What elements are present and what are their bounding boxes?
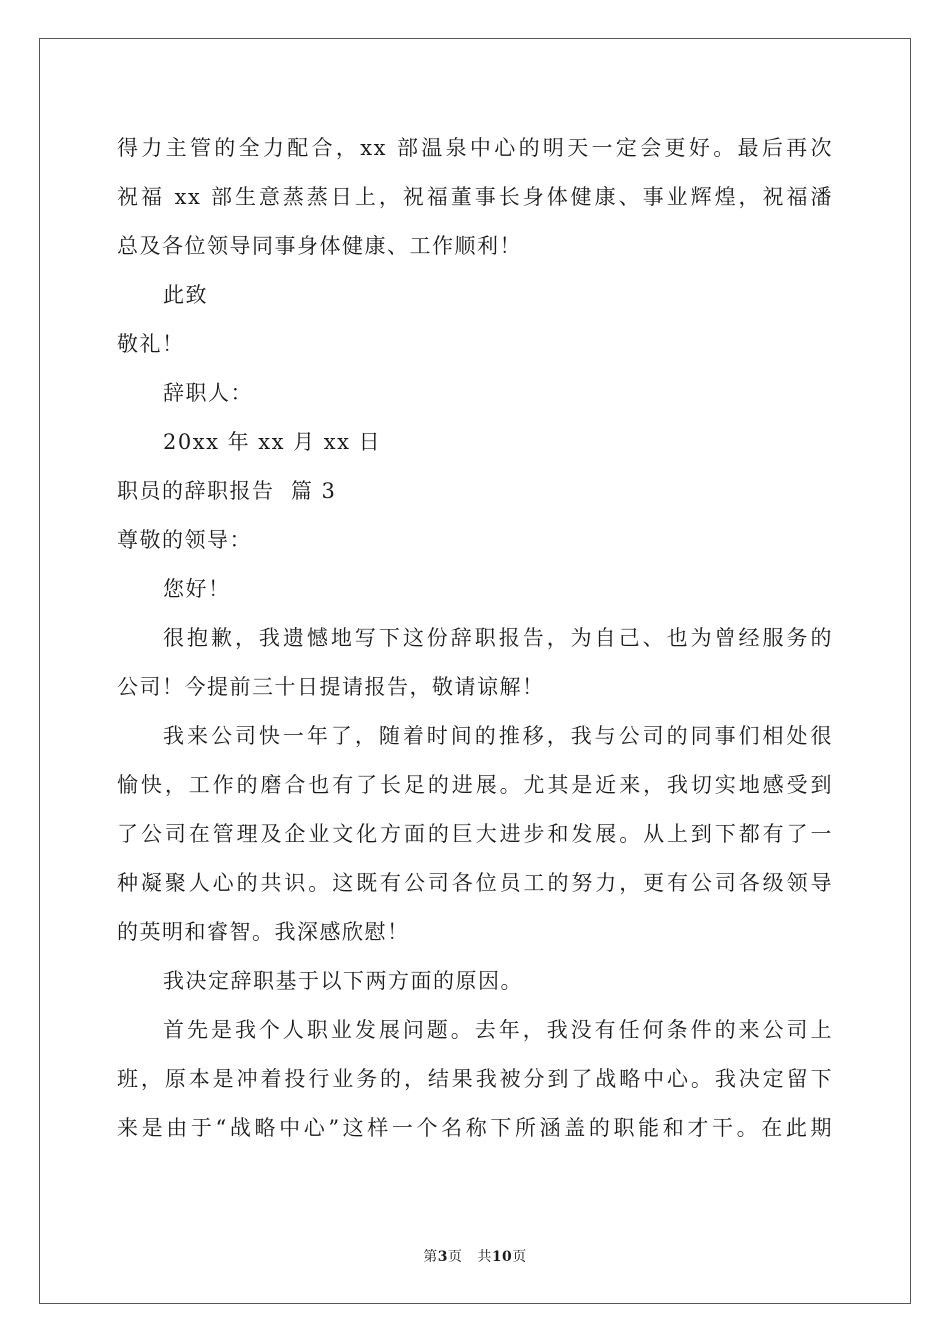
- text-line: 的英明和睿智。我深感欣慰！: [117, 920, 410, 944]
- text-line: 很抱歉，我遗憾地写下这份辞职报告，为自己、也为曾经服务的: [163, 626, 833, 650]
- text-line: 得力主管的全力配合，xx 部温泉中心的明天一定会更好。最后再次: [117, 136, 833, 160]
- signature-label: 辞职人：: [163, 381, 253, 405]
- text-line: 了公司在管理及企业文化方面的巨大进步和发展。从上到下都有了一: [117, 822, 833, 846]
- text-line: 公司！今提前三十日提请报告，敬请谅解！: [117, 675, 545, 699]
- text-line: 祝福 xx 部生意蒸蒸日上，祝福董事长身体健康、事业辉煌，祝福潘: [117, 185, 833, 209]
- text-line: 种凝聚人心的共识。这既有公司各位员工的努力，更有公司各级领导: [117, 871, 833, 895]
- text-line: 总及各位领导同事身体健康、工作顺利！: [117, 234, 522, 258]
- text-line: 我来公司快一年了，随着时间的推移，我与公司的同事们相处很: [163, 724, 833, 748]
- total-unit: 页: [512, 1249, 527, 1265]
- total-pages: 10: [491, 1249, 513, 1265]
- page-unit: 页: [447, 1249, 463, 1265]
- text-line: 我决定辞职基于以下两方面的原因。: [163, 969, 523, 993]
- text-line: 愉快，工作的磨合也有了长足的进展。尤其是近来，我切实地感受到: [117, 773, 833, 797]
- page-number: 3: [437, 1249, 448, 1265]
- page-footer: [0, 1246, 950, 1266]
- section-heading: 职员的辞职报告 篇 3: [117, 479, 337, 503]
- closing-salutation: 此致: [163, 283, 208, 307]
- greeting-hello: 您好！: [163, 577, 231, 601]
- date-line: 20xx 年 xx 月 xx 日: [163, 430, 382, 454]
- page-prefix: 第: [423, 1249, 438, 1265]
- text-line: 首先是我个人职业发展问题。去年，我没有任何条件的来公司上: [163, 1018, 833, 1042]
- total-prefix: 共: [477, 1249, 492, 1265]
- document-body: [117, 124, 833, 1153]
- text-line: 来是由于“战略中心”这样一个名称下所涵盖的职能和才干。在此期: [117, 1116, 833, 1140]
- text-line: 班，原本是冲着投行业务的，结果我被分到了战略中心。我决定留下: [117, 1067, 833, 1091]
- greeting-recipient: 尊敬的领导：: [117, 528, 252, 552]
- closing-regards: 敬礼！: [117, 332, 185, 356]
